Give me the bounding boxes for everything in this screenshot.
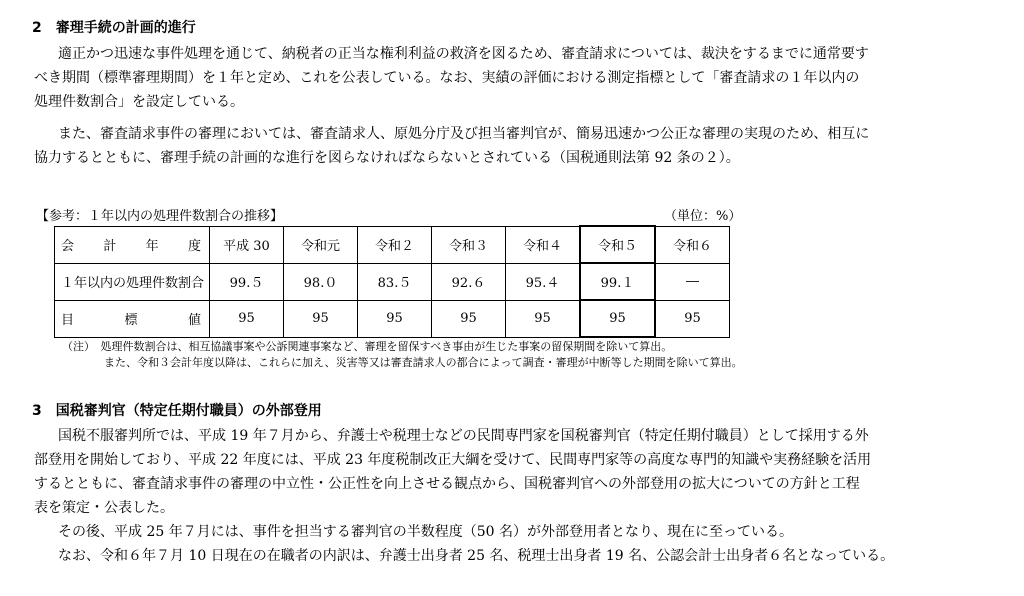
year-cell: 令和２ bbox=[358, 226, 432, 263]
section3-heading: 3 国税審判官（特定任期付職員）の外部登用 bbox=[32, 403, 322, 419]
text-line: その後、平成 25 年７月には、事件を担当する審判官の半数程度（50 名）が外部登用者となり、現在に至っている。 bbox=[58, 524, 793, 540]
label-char: 度 bbox=[187, 239, 201, 254]
label-char: 値 bbox=[187, 313, 201, 328]
rate-cell: 98.０ bbox=[284, 263, 358, 300]
text-line: 処理件数割合」を設定している。 bbox=[34, 94, 244, 110]
rate-cell: 99.５ bbox=[210, 263, 284, 300]
year-cell: 令和３ bbox=[432, 226, 506, 263]
table-unit: （単位：%） bbox=[664, 209, 742, 224]
text-line: 部登用を開始しており、平成 22 年度には、平成 23 年度税制改正大綱を受けて、民間専門家等の高度な専門的知識や実務経験を活用 bbox=[34, 452, 872, 468]
text-line: なお、令和６年７月 10 日現在の在職者の内訳は、弁護士出身者 25 名、税理士出身者 19 名、公認会計士出身者６名となっている。 bbox=[58, 548, 895, 564]
rate-cell: ― bbox=[655, 263, 730, 300]
text-line: また、審査請求事件の審理においては、審査請求人、原処分庁及び担当審判官が、簡易迅速かつ公正な審理の実現のため、相互に bbox=[58, 126, 870, 142]
section3-paragraph-3 bbox=[34, 544, 996, 568]
section2-paragraph-2 bbox=[34, 122, 996, 170]
table-row-years bbox=[55, 226, 730, 263]
section3-paragraph-1 bbox=[34, 424, 996, 520]
table-note-2: また、令和３会計年度以降は、これらに加え、災害等又は審査請求人の都合によって調査・審理が中断等した期間を除いて算出。 bbox=[104, 356, 743, 369]
target-cell: 95 bbox=[210, 300, 284, 337]
year-cell: 令和４ bbox=[506, 226, 581, 263]
target-cell: 95 bbox=[432, 300, 506, 337]
label-char: 会 bbox=[61, 239, 75, 254]
rate-cell: 83.５ bbox=[358, 263, 432, 300]
year-cell: 平成 30 bbox=[210, 226, 284, 263]
target-cell: 95 bbox=[655, 300, 730, 337]
section2-heading: 2 審理手続の計画的進行 bbox=[32, 20, 196, 36]
table-row-targets bbox=[55, 300, 730, 337]
section2-paragraph-1 bbox=[34, 42, 996, 114]
rate-cell: 95.４ bbox=[506, 263, 581, 300]
table-note-1: （注） 処理件数割合は、相互協議事案や公訴関連事案など、審理を留保すべき事由が生じた事案の留保期間を除いて算出。 bbox=[62, 340, 673, 353]
text-line: 表を策定・公表した。 bbox=[34, 500, 174, 516]
year-cell-highlighted: 令和５ bbox=[580, 226, 655, 263]
row-head-target bbox=[55, 300, 210, 337]
label-char: 目 bbox=[61, 313, 75, 328]
rate-cell: 92.６ bbox=[432, 263, 506, 300]
table-caption: 【参考：１年以内の処理件数割合の推移】 bbox=[36, 209, 284, 224]
year-cell: 令和元 bbox=[284, 226, 358, 263]
rate-cell-highlighted: 99.１ bbox=[580, 263, 655, 300]
row-head-fiscal-year bbox=[55, 226, 210, 263]
row-head-rate: １年以内の処理件数割合 bbox=[55, 263, 210, 300]
target-cell: 95 bbox=[284, 300, 358, 337]
target-cell-highlighted: 95 bbox=[580, 300, 655, 337]
label-char: 標 bbox=[124, 313, 138, 328]
year-cell: 令和６ bbox=[655, 226, 730, 263]
label-char: 計 bbox=[103, 239, 117, 254]
table-row-rates bbox=[55, 263, 730, 300]
target-cell: 95 bbox=[506, 300, 581, 337]
target-cell: 95 bbox=[358, 300, 432, 337]
text-line: 国税不服審判所では、平成 19 年７月から、弁護士や税理士などの民間専門家を国税審判官（特定任期付職員）として採用する外 bbox=[58, 428, 869, 444]
label-char: 年 bbox=[145, 239, 159, 254]
text-line: べき期間（標準審理期間）を１年と定め、これを公表している。なお、実績の評価における測定指標として「審査請求の１年以内の bbox=[34, 70, 860, 86]
text-line: するとともに、審査請求事件の審理の中立性・公正性を向上させる観点から、国税審判官への外部登用の拡大についての方針と工程 bbox=[34, 476, 860, 492]
text-line: 協力するとともに、審理手続の計画的な進行を図らなければならないとされている（国税通則法第 92 条の２）。 bbox=[34, 150, 740, 166]
processing-rate-table bbox=[54, 225, 730, 338]
spread-label bbox=[61, 309, 209, 328]
spread-label bbox=[61, 235, 209, 254]
text-line: 適正かつ迅速な事件処理を通じて、納税者の正当な権利利益の救済を図るため、審査請求については、裁決をするまでに通常要す bbox=[58, 46, 869, 62]
section3-paragraph-2 bbox=[34, 520, 996, 544]
